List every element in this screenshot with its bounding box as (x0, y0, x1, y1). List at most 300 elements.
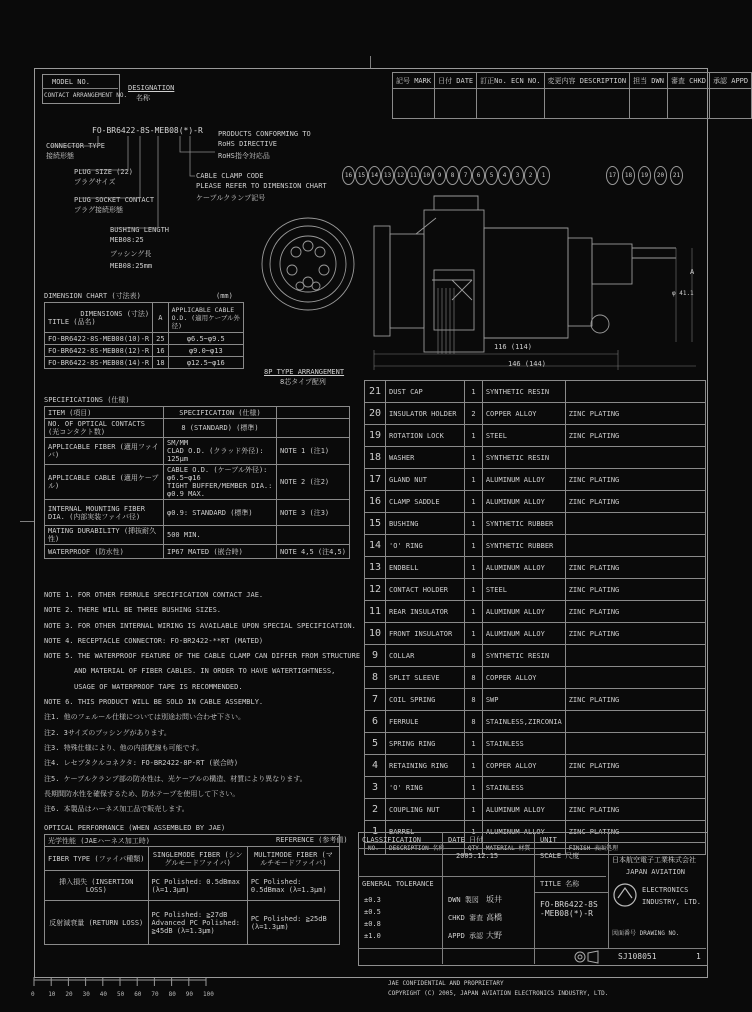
note-line: NOTE 2. THERE WILL BE THREE BUSHING SIZES. (44, 606, 222, 615)
ruler-label: 30 (82, 991, 90, 998)
note-line: 長期間防水性を確保するため、防水テープを使用して下さい。 (44, 789, 240, 798)
dimension-chart-title: DIMENSION CHART (寸法表) (44, 292, 141, 300)
spec-note (276, 407, 349, 419)
bom-qty: 1 (465, 491, 483, 513)
rev-col-mark: 記号 MARK (393, 73, 435, 89)
bom-finish: ZINC PLATING (565, 601, 705, 623)
ruler-label: 90 (185, 991, 194, 998)
note-line: NOTE 1. FOR OTHER FERRULE SPECIFICATION CONTACT JAE. (44, 591, 264, 599)
spec-note: NOTE 1 (注1) (276, 438, 349, 465)
bom-description: WASHER (386, 447, 465, 469)
spec-value: IP67 MATED (嵌合時) (164, 545, 277, 559)
bom-description: CLAMP SADDLE (386, 491, 465, 513)
note-line: NOTE 6. THIS PRODUCT WILL BE SOLD IN CABLE ASSEMBLY. (44, 698, 264, 707)
dim-row-cable: φ6.5~φ9.5 (168, 333, 243, 345)
bom-no: 15 (365, 513, 386, 535)
spec-row (45, 526, 350, 545)
optical-reference: REFERENCE (参考値) (276, 836, 348, 844)
bom-no: 2 (365, 799, 386, 821)
dim-row-title: FO-BR6422-8S-MEB08(10)-R (45, 333, 153, 345)
dim-d: φ 41.1 (672, 290, 694, 297)
spec-row (45, 407, 350, 419)
tb-dwg-no-label: 図面番号 DRAWING NO. (612, 930, 680, 937)
note-line: USAGE OF WATERPROOF TAPE IS RECOMMENDED. (74, 682, 243, 691)
bom-material: STEEL (482, 425, 565, 447)
item-bubble: 19 (638, 166, 651, 185)
tb-tol-3: ±0.8 (364, 920, 381, 928)
spec-item: INTERNAL MOUNTING FIBER DIA. (内部実装ファイバ径) (45, 500, 164, 526)
bom-no: 4 (365, 755, 386, 777)
bom-qty: 1 (465, 755, 483, 777)
bom-no: 3 (365, 777, 386, 799)
bom-description: DUST CAP (386, 381, 465, 403)
bom-no: 10 (365, 623, 386, 645)
tb-company-jp: 日本航空電子工業株式会社 (612, 856, 696, 864)
bom-description: ENDBELL (386, 557, 465, 579)
bom-qty: 1 (465, 579, 483, 601)
rev-col-chkd: 審査 CHKD (667, 73, 709, 89)
bom-material: COPPER ALLOY (482, 755, 565, 777)
tb-company-en1: JAPAN AVIATION (626, 868, 686, 876)
connector-type: CONNECTOR TYPE (46, 142, 106, 150)
tb-general-tol: GENERAL TOLERANCE (362, 880, 434, 888)
item-bubble: 4 (498, 166, 511, 185)
tb-sheet: 1 (696, 952, 701, 961)
bom-finish (565, 733, 705, 755)
tb-appd: APPD 承認 (448, 932, 484, 940)
optical-title-jp: 光学性能 (JAEハーネス加工時) (45, 835, 340, 847)
rev-col-date: 日付 DATE (435, 73, 477, 89)
spec-note: NOTE 3 (注3) (276, 500, 349, 526)
dim-row-a: 25 (153, 333, 168, 345)
note-line: 注3. 特殊仕様により、他の内部配線も可能です。 (44, 743, 204, 752)
item-bubble: 16 (342, 166, 355, 185)
tb-date: 2005.12.15 (456, 852, 499, 860)
bom-qty: 1 (465, 381, 483, 403)
bom-table (364, 380, 706, 855)
bom-description: BUSHING (386, 513, 465, 535)
bom-qty: 1 (465, 623, 483, 645)
spec-item: NO. OF OPTICAL CONTACTS (光コンタクト数) (45, 419, 164, 438)
bushing-length: BUSHING LENGTH (110, 226, 170, 234)
spec-item: WATERPROOF (防水性) (45, 545, 164, 559)
bom-description: FRONT INSULATOR (386, 623, 465, 645)
ruler-label: 10 (48, 991, 56, 998)
model-note: CONTACT ARRANGEMENT NO. (44, 92, 128, 99)
bom-qty: 8 (465, 711, 483, 733)
bom-row (365, 645, 706, 667)
connector-drawing (256, 190, 706, 380)
item-bubble: 17 (606, 166, 619, 185)
bom-no: 11 (365, 601, 386, 623)
optical-col-mm: MULTIMODE FIBER (マルチモードファイバ) (247, 847, 339, 871)
dim-a: A (690, 268, 695, 276)
spec-row (45, 438, 350, 465)
bom-qty: 1 (465, 799, 483, 821)
item-bubble: 14 (368, 166, 381, 185)
dim-row-title: FO-BR6422-8S-MEB08(14)-R (45, 357, 153, 369)
bom-row (365, 799, 706, 821)
bom-no: 20 (365, 403, 386, 425)
bom-finish (565, 447, 705, 469)
note-line: 注1. 他のフェルール仕様については別途お問い合わせ下さい。 (44, 713, 246, 722)
item-bubble: 2 (524, 166, 537, 185)
bom-material: SYNTHETIC RUBBER (482, 513, 565, 535)
bom-finish (565, 777, 705, 799)
bom-row (365, 689, 706, 711)
bom-finish: ZINC PLATING (565, 755, 705, 777)
bom-header: DESCRIPTION 名称 (386, 843, 465, 855)
center-tick-left (20, 521, 34, 522)
bom-description: RETAINING RING (386, 755, 465, 777)
item-bubble: 7 (459, 166, 472, 185)
optical-title: OPTICAL PERFORMANCE (WHEN ASSEMBLED BY JAE) (44, 824, 226, 832)
spec-row (45, 465, 350, 500)
bom-row (365, 513, 706, 535)
bom-row (365, 403, 706, 425)
item-bubble: 12 (394, 166, 407, 185)
bom-qty: 1 (465, 601, 483, 623)
bom-qty: 8 (465, 667, 483, 689)
bom-finish: ZINC PLATING (565, 623, 705, 645)
note-line: 注2. 3サイズのブッシングがあります。 (44, 728, 171, 737)
dim-col-cable: APPLICABLE CABLE O.D. (適用ケーブル外径) (168, 303, 243, 333)
spec-item: ITEM (項目) (45, 407, 164, 419)
bom-finish: ZINC PLATING (565, 425, 705, 447)
note-line: NOTE 4. RECEPTACLE CONNECTOR: FO-BR2422-**RT (MATED) (44, 636, 264, 645)
plug-size-jp: プラグサイズ (74, 178, 116, 186)
bom-material: SYNTHETIC RUBBER (482, 535, 565, 557)
bom-row (365, 491, 706, 513)
dim-col-title: TITLE (品名) (48, 317, 96, 326)
tb-tol-4: ±1.0 (364, 932, 381, 940)
part-number: FO-BR6422-8S-MEB08(*)-R (92, 126, 203, 135)
spec-item: MATING DURABILITY (挿抜耐久性) (45, 526, 164, 545)
bom-qty: 1 (465, 535, 483, 557)
note-line: 注5. ケーブルクランプ部の防水性は、光ケーブルの構造、材質により異なります。 (44, 774, 307, 783)
note-line: 注4. レセプタクルコネクタ: FO-BR2422-8P-RT (嵌合時) (44, 759, 239, 768)
rev-col-dwn: 担当 DWN (630, 73, 668, 89)
bom-finish (565, 513, 705, 535)
spec-item: APPLICABLE FIBER (適用ファイバ) (45, 438, 164, 465)
bom-finish (565, 645, 705, 667)
bom-material: STEEL (482, 579, 565, 601)
item-bubble: 8 (446, 166, 459, 185)
optical-row1-mm: PC Polished: 0.5dBmax (λ=1.3μm) (247, 871, 339, 901)
bom-material: STAINLESS (482, 777, 565, 799)
tb-unit: UNIT (540, 836, 557, 844)
bom-finish: ZINC PLATING (565, 469, 705, 491)
tb-date-label: DATE 日付 (448, 836, 484, 844)
bom-material: SYNTHETIC RESIN (482, 381, 565, 403)
bom-description: COLLAR (386, 645, 465, 667)
bom-description: BARREL (386, 821, 465, 843)
bom-qty: 1 (465, 425, 483, 447)
item-bubble: 9 (433, 166, 446, 185)
bom-finish (565, 381, 705, 403)
rohs-jp: RoHS指令対応品 (218, 152, 270, 160)
bom-row (365, 469, 706, 491)
bom-no: 1 (365, 821, 386, 843)
item-bubble: 11 (407, 166, 420, 185)
bom-header: FINISH 表面処理 (565, 843, 705, 855)
bom-description: 'O' RING (386, 777, 465, 799)
bom-material: STAINLESS (482, 733, 565, 755)
bom-no: 8 (365, 667, 386, 689)
optical-row2-label: 反射減衰量 (RETURN LOSS) (45, 901, 149, 945)
bom-row (365, 601, 706, 623)
bom-header: MATERIAL 材質 (482, 843, 565, 855)
dim-total: 146 (144) (508, 360, 546, 368)
plug-socket: PLUG SOCKET CONTACT (74, 196, 155, 204)
bom-qty: 8 (465, 645, 483, 667)
dim-row-cable: φ9.0~φ13 (168, 345, 243, 357)
optical-col-sm: SINGLEMODE FIBER (シングルモードファイバ) (148, 847, 247, 871)
tb-tol-1: ±0.3 (364, 896, 381, 904)
ruler-label: 50 (117, 991, 125, 998)
bom-description: GLAND NUT (386, 469, 465, 491)
bom-no: 7 (365, 689, 386, 711)
bushing-value: MEB08:25mm (110, 262, 153, 270)
item-bubble: 13 (381, 166, 394, 185)
optical-row2-mm: PC Polished: ≧25dB (λ=1.3μm) (247, 901, 339, 945)
note-line: 注6. 本製品はハーネス加工品で販売します。 (44, 805, 189, 814)
ruler-label: 70 (151, 991, 159, 998)
bom-finish (565, 535, 705, 557)
tb-dwn: DWN 製図 (448, 896, 479, 904)
dim-col-a: A (153, 303, 168, 333)
tb-tol-2: ±0.5 (364, 908, 381, 916)
tb-company-en2: ELECTRONICS (642, 886, 689, 894)
bom-material: COPPER ALLOY (482, 403, 565, 425)
tb-classification: CLASSIFICATION (362, 836, 422, 844)
bom-no: 9 (365, 645, 386, 667)
ruler-label: 40 (99, 991, 108, 998)
bom-no: 5 (365, 733, 386, 755)
designation-label: DESIGNATION (128, 84, 175, 92)
ruler-label: 80 (168, 991, 176, 998)
item-bubble: 3 (511, 166, 524, 185)
model-label: MODEL NO. (52, 78, 90, 86)
bom-no: 6 (365, 711, 386, 733)
bom-material: ALUMINUM ALLOY (482, 821, 565, 843)
spec-row (45, 419, 350, 438)
view-label-2: 8芯タイプ配列 (280, 378, 326, 386)
tb-company-en3: INDUSTRY, LTD. (642, 898, 702, 906)
tb-chkd-signature: 高橋 (486, 913, 502, 922)
scale-ruler (30, 976, 220, 1000)
spec-value: CABLE O.D. (ケーブル外径): φ6.5~φ16 TIGHT BUFFER/MEMBER DIA.: φ0.9 MAX. (164, 465, 277, 500)
bom-qty: 1 (465, 777, 483, 799)
bom-material: SYNTHETIC RESIN (482, 447, 565, 469)
ruler-label: 20 (65, 991, 73, 998)
optical-table (44, 834, 340, 945)
spec-note (276, 526, 349, 545)
projection-symbol-icon (572, 950, 600, 964)
optical-row2-sm: PC Polished: ≧27dB Advanced PC Polished: ≧45dB (λ=1.3μm) (148, 901, 247, 945)
revision-table (392, 72, 752, 119)
spec-table (44, 406, 350, 559)
bom-finish: ZINC PLATING (565, 579, 705, 601)
tb-title: FO-BR6422-8S -MEB08(*)-R (540, 900, 598, 918)
bom-finish (565, 711, 705, 733)
item-bubble: 18 (622, 166, 635, 185)
copyright-2: COPYRIGHT (C) 2005, JAPAN AVIATION ELECTRONICS INDUSTRY, LTD. (388, 990, 609, 997)
bom-row (365, 447, 706, 469)
rohs-2: RoHS DIRECTIVE (218, 140, 278, 148)
bom-material: COPPER ALLOY (482, 667, 565, 689)
ruler-label: 0 (31, 991, 35, 998)
bom-row (365, 557, 706, 579)
dim-inner: 116 (114) (494, 343, 532, 351)
spec-item: APPLICABLE CABLE (適用ケーブル) (45, 465, 164, 500)
plug-socket-jp: プラグ接続形態 (74, 206, 123, 214)
bom-qty: 1 (465, 513, 483, 535)
bom-qty: 8 (465, 689, 483, 711)
bom-no: 12 (365, 579, 386, 601)
item-bubble: 5 (485, 166, 498, 185)
bom-description: ROTATION LOCK (386, 425, 465, 447)
bom-row (365, 777, 706, 799)
bom-description: CONTACT HOLDER (386, 579, 465, 601)
bom-row (365, 425, 706, 447)
bom-material: ALUMINUM ALLOY (482, 469, 565, 491)
bushing-m: MEB08:25 (110, 236, 144, 244)
copyright-1: JAE CONFIDENTIAL AND PROPRIETARY (388, 980, 504, 987)
notes-block (44, 588, 361, 817)
item-bubble: 1 (537, 166, 550, 185)
spec-value: 500 MIN. (164, 526, 277, 545)
bom-qty: 1 (465, 821, 483, 843)
jae-logo-icon (612, 882, 638, 908)
bom-material: ALUMINUM ALLOY (482, 557, 565, 579)
bom-header: NO. (365, 843, 386, 855)
tb-dwn-signature: 坂井 (486, 895, 502, 904)
bom-row (365, 535, 706, 557)
bom-material: ALUMINUM ALLOY (482, 623, 565, 645)
bom-row (365, 579, 706, 601)
dim-col-dim: DIMENSIONS (寸法) (80, 309, 150, 318)
part-number-leaders (40, 132, 230, 242)
bom-finish: ZINC PLATING (565, 821, 705, 843)
optical-row1-sm: PC Polished: 0.5dBmax (λ=1.3μm) (148, 871, 247, 901)
bom-finish (565, 667, 705, 689)
bom-row (365, 711, 706, 733)
item-bubble: 20 (654, 166, 667, 185)
bom-description: 'O' RING (386, 535, 465, 557)
item-bubble: 21 (670, 166, 683, 185)
bom-no: 17 (365, 469, 386, 491)
bom-no: 14 (365, 535, 386, 557)
bom-row (365, 755, 706, 777)
bom-row (365, 623, 706, 645)
spec-value: 8 (STANDARD) (標準) (164, 419, 277, 438)
spec-note: NOTE 2 (注2) (276, 465, 349, 500)
tb-appd-signature: 大野 (486, 931, 502, 940)
dim-row-title: FO-BR6422-8S-MEB08(12)-R (45, 345, 153, 357)
rev-col-ecn: 訂正No. ECN NO. (477, 73, 544, 89)
clamp-code: CABLE CLAMP CODE (196, 172, 264, 180)
note-line: AND MATERIAL OF FIBER CABLES. IN ORDER TO HAVE WATERTIGHTNESS, (74, 667, 336, 676)
bom-material: SYNTHETIC RESIN (482, 645, 565, 667)
spec-note (276, 419, 349, 438)
bom-description: FERRULE (386, 711, 465, 733)
bom-finish: ZINC PLATING (565, 799, 705, 821)
bom-row (365, 667, 706, 689)
item-bubble: 10 (420, 166, 433, 185)
bom-finish: ZINC PLATING (565, 557, 705, 579)
bom-material: SWP (482, 689, 565, 711)
bom-description: COUPLING NUT (386, 799, 465, 821)
spec-title: SPECIFICATIONS (仕様) (44, 396, 130, 404)
bom-qty: 2 (465, 403, 483, 425)
bom-qty: 1 (465, 733, 483, 755)
clamp-code-jp: ケーブルクランプ記号 (196, 194, 266, 202)
rohs: PRODUCTS CONFORMING TO (218, 130, 311, 138)
bom-qty: 1 (465, 447, 483, 469)
tb-scale-label: SCALE 尺度 (540, 852, 580, 860)
ruler-label: 60 (134, 991, 142, 998)
spec-value: φ0.9: STANDARD (標準) (164, 500, 277, 526)
tb-chkd: CHKD 審査 (448, 914, 484, 922)
bom-material: ALUMINUM ALLOY (482, 799, 565, 821)
bom-no: 16 (365, 491, 386, 513)
item-bubble: 6 (472, 166, 485, 185)
rev-col-appd: 承認 APPD (710, 73, 752, 89)
spec-row (45, 500, 350, 526)
center-tick-top (370, 56, 371, 68)
dim-row-cable: φ12.5~φ16 (168, 357, 243, 369)
bom-finish: ZINC PLATING (565, 403, 705, 425)
bom-description: SPLIT SLEEVE (386, 667, 465, 689)
designation-jp: 名称 (136, 94, 150, 102)
bom-material: ALUMINUM ALLOY (482, 491, 565, 513)
dimension-chart-unit: (mm) (216, 292, 233, 300)
tb-title-label: TITLE 名称 (540, 880, 580, 888)
bom-material: ALUMINUM ALLOY (482, 601, 565, 623)
bom-no: 19 (365, 425, 386, 447)
spec-value: SPECIFICATION (仕様) (164, 407, 277, 419)
tb-dwg-no: SJ108051 (618, 952, 657, 961)
bom-no: 18 (365, 447, 386, 469)
plug-size: PLUG SIZE (22) (74, 168, 134, 176)
bom-row (365, 733, 706, 755)
spec-note: NOTE 4,5 (注4,5) (276, 545, 349, 559)
bom-header: QTY (465, 843, 483, 855)
bom-no: 21 (365, 381, 386, 403)
dimension-chart-table (44, 302, 244, 369)
note-line: NOTE 5. THE WATERPROOF FEATURE OF THE CABLE CLAMP CAN DIFFER FROM STRUCTURE (44, 652, 361, 661)
bom-description: COIL SPRING (386, 689, 465, 711)
bom-finish: ZINC PLATING (565, 689, 705, 711)
bom-qty: 1 (465, 557, 483, 579)
item-bubble: 15 (355, 166, 368, 185)
bom-no: 13 (365, 557, 386, 579)
view-label-1: 8P TYPE ARRANGEMENT (264, 368, 345, 376)
bom-description: INSULATOR HOLDER (386, 403, 465, 425)
ruler-label: 100 (203, 991, 214, 998)
connector-type-jp: 接続形態 (46, 152, 74, 160)
bom-description: SPRING RING (386, 733, 465, 755)
spec-row (45, 545, 350, 559)
bushing-jp: ブッシング長 (110, 250, 152, 258)
bom-material: STAINLESS,ZIRCONIA (482, 711, 565, 733)
rev-col-desc: 変更内容 DESCRIPTION (544, 73, 630, 89)
bom-qty: 1 (465, 469, 483, 491)
note-line: NOTE 3. FOR OTHER INTERNAL WIRING IS AVAILABLE UPON SPECIAL SPECIFICATION. (44, 621, 356, 630)
spec-value: SM/MM CLAD O.D. (クラッド外径): 125μm (164, 438, 277, 465)
bom-description: REAR INSULATOR (386, 601, 465, 623)
